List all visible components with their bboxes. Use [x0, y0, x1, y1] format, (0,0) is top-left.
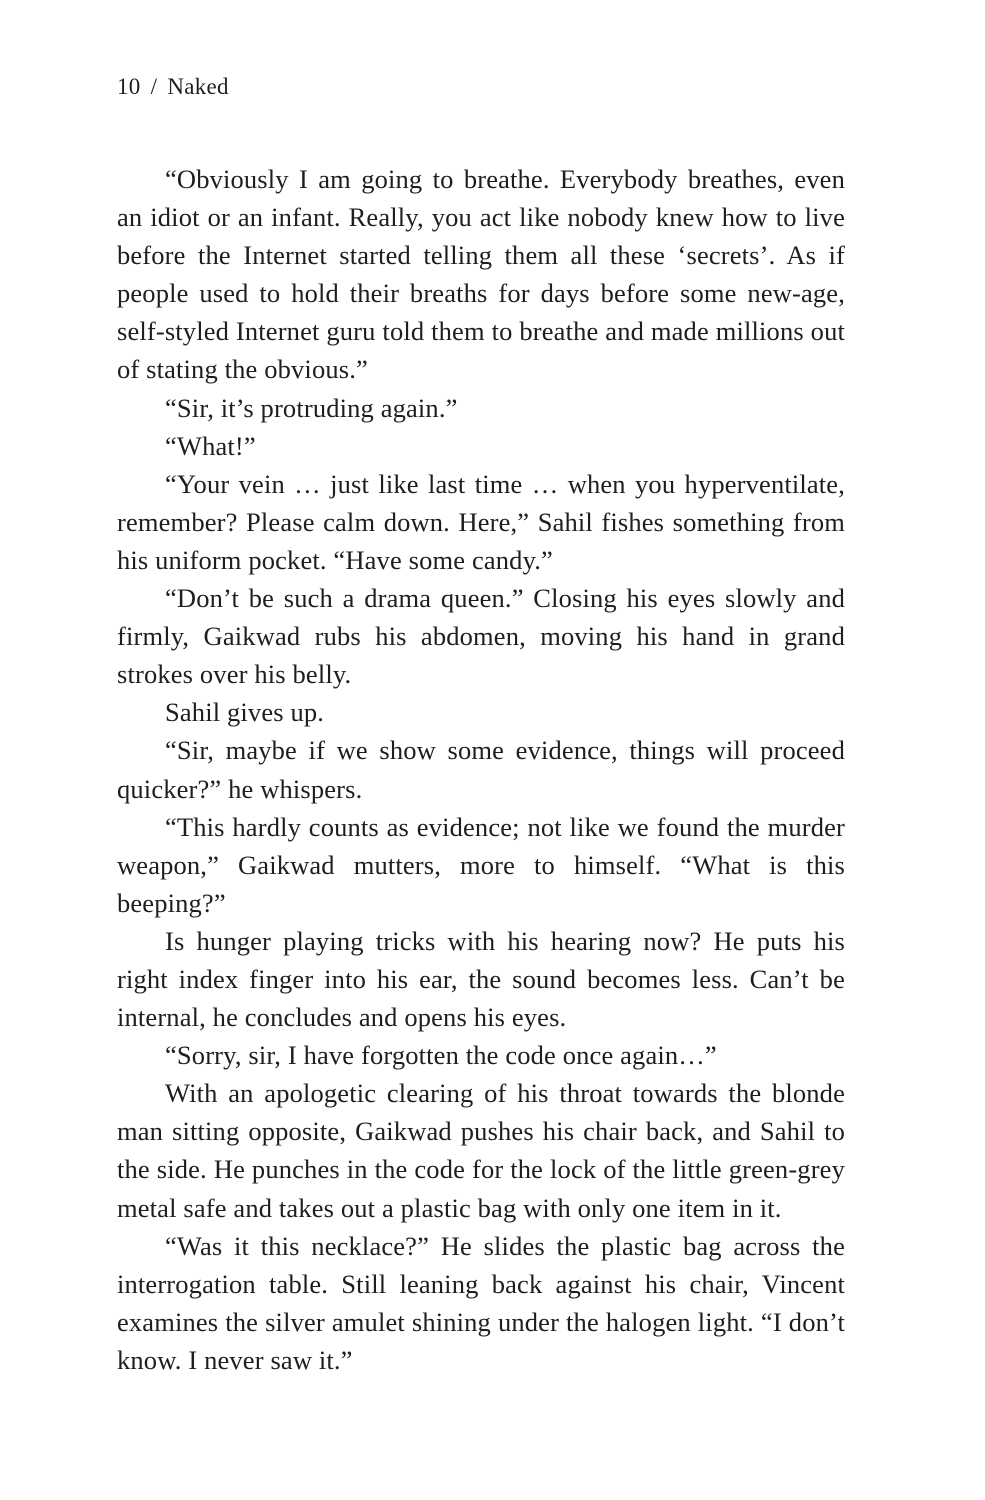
paragraph: With an apologetic clearing of his throat towards the blonde man sitting opposite, Gaikwad pushes his chair back, and Sahil to the side. He punches in the code for the lock of the little green-grey metal safe and takes out a plastic bag with only one item in it. [117, 1078, 845, 1223]
running-title: Naked [167, 74, 229, 99]
paragraph: “Sir, it’s protruding again.” [165, 392, 458, 423]
paragraph: “Don’t be such a drama queen.” Closing his eyes slowly and firmly, Gaikwad rubs his abdomen, moving his hand in grand strokes over his belly. [117, 583, 845, 690]
body-text [117, 160, 845, 1379]
running-head [117, 72, 229, 102]
paragraph: “Sorry, sir, I have forgotten the code once again…” [165, 1040, 717, 1071]
paragraph: “Obviously I am going to breathe. Everybody breathes, even an idiot or an infant. Really, you act like nobody knew how to live before the Internet started telling them all these ‘secrets’. As if people used to hold their breaths for days before some new-age, self-styled Internet guru told them to breathe and made millions out of stating the obvious.” [117, 164, 845, 385]
paragraph: “Sir, maybe if we show some evidence, things will proceed quicker?” he whispers. [117, 735, 845, 804]
paragraph: Is hunger playing tricks with his hearing now? He puts his right index finger into his ear, the sound becomes less. Can’t be internal, he concludes and opens his eyes. [117, 925, 845, 1033]
paragraph: “Your vein … just like last time … when you hyperventilate, remember? Please calm down. Here,” Sahil fishes something from his uniform pocket. “Have some candy.” [117, 468, 845, 575]
paragraph: “What!” [165, 430, 256, 461]
header-separator: / [150, 74, 158, 99]
page-number: 10 [117, 74, 141, 99]
paragraph: “This hardly counts as evidence; not like we found the murder weapon,” Gaikwad mutters, more to himself. “What is this beeping?” [117, 811, 845, 918]
paragraph: Sahil gives up. [165, 697, 325, 728]
paragraph: “Was it this necklace?” He slides the plastic bag across the interrogation table. Still leaning back against his chair, Vincent examines the silver amulet shining under the halogen light. “I don’t know. I never saw it.” [117, 1230, 845, 1375]
